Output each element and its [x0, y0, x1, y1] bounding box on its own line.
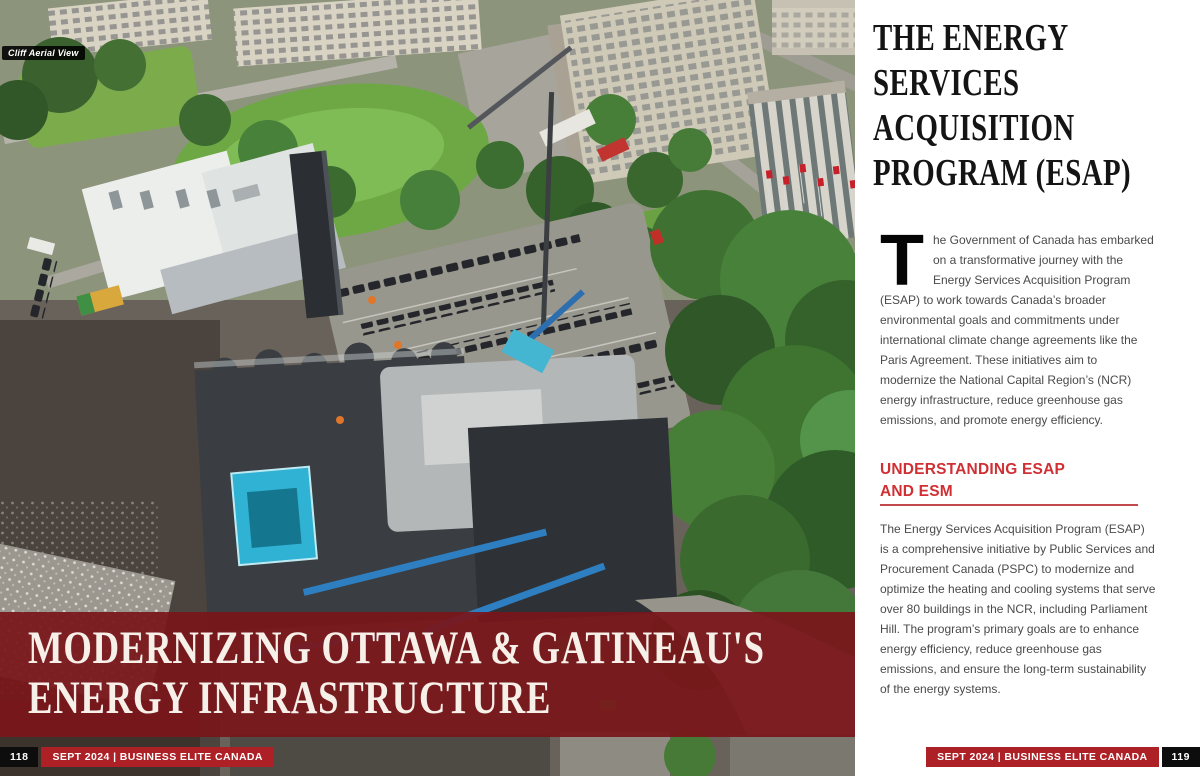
right-issue-label: SEPT 2024 | BUSINESS ELITE CANADA — [926, 747, 1158, 767]
right-page-number: 119 — [1162, 747, 1200, 767]
section-paragraph: The Energy Services Acquisition Program (ESAP) is a comprehensive initiative by Public Services and Procurement Canada (PSPC) to modernize and optimize the heating and cooling systems that serve over 80 buildings in the NCR, including Parliament Hill. The program’s primary goals are to enhance energy efficiency, reduce greenhouse gas emissions, and ensure the long-term sustainability of the energy systems. — [880, 522, 1156, 696]
intro-paragraph — [880, 221, 1154, 430]
left-page-footer — [0, 747, 274, 767]
cover-title-line-2: ENERGY INFRASTRUCTURE — [28, 672, 552, 724]
right-page — [855, 0, 1200, 776]
article-title-line-2: SERVICES — [873, 62, 1020, 104]
left-page-number: 118 — [0, 747, 38, 767]
intro-text: he Government of Canada has embarked on a transformative journey with the Energy Services Acquisition Program (ESAP) to work towards Canada’s broader environmental goals and commitments under international climate change agreements like the Paris Agreement. These initiatives aim to modernize the National Capital Region’s (NCR) energy infrastructure, reduce greenhouse gas emissions, and promote energy efficiency. — [880, 233, 1154, 427]
right-page-footer — [926, 747, 1200, 767]
article-title — [873, 16, 1200, 196]
photo-caption-badge: Cliff Aerial View — [2, 46, 85, 60]
section-divider-rule — [880, 504, 1138, 506]
cover-title-line-1: MODERNIZING OTTAWA & GATINEAU'S — [28, 622, 765, 674]
section-heading-line-1: UNDERSTANDING ESAP — [880, 461, 1066, 478]
left-issue-label: SEPT 2024 | BUSINESS ELITE CANADA — [41, 747, 273, 767]
article-title-line-1: THE ENERGY — [873, 17, 1069, 59]
dropcap-letter: T — [880, 221, 924, 301]
section-heading — [880, 459, 1065, 503]
article-title-line-4: PROGRAM (ESAP) — [873, 152, 1131, 194]
section-heading-line-2: AND ESM — [880, 483, 953, 500]
cover-title-band — [0, 612, 855, 737]
article-title-line-3: ACQUISITION — [873, 107, 1075, 149]
